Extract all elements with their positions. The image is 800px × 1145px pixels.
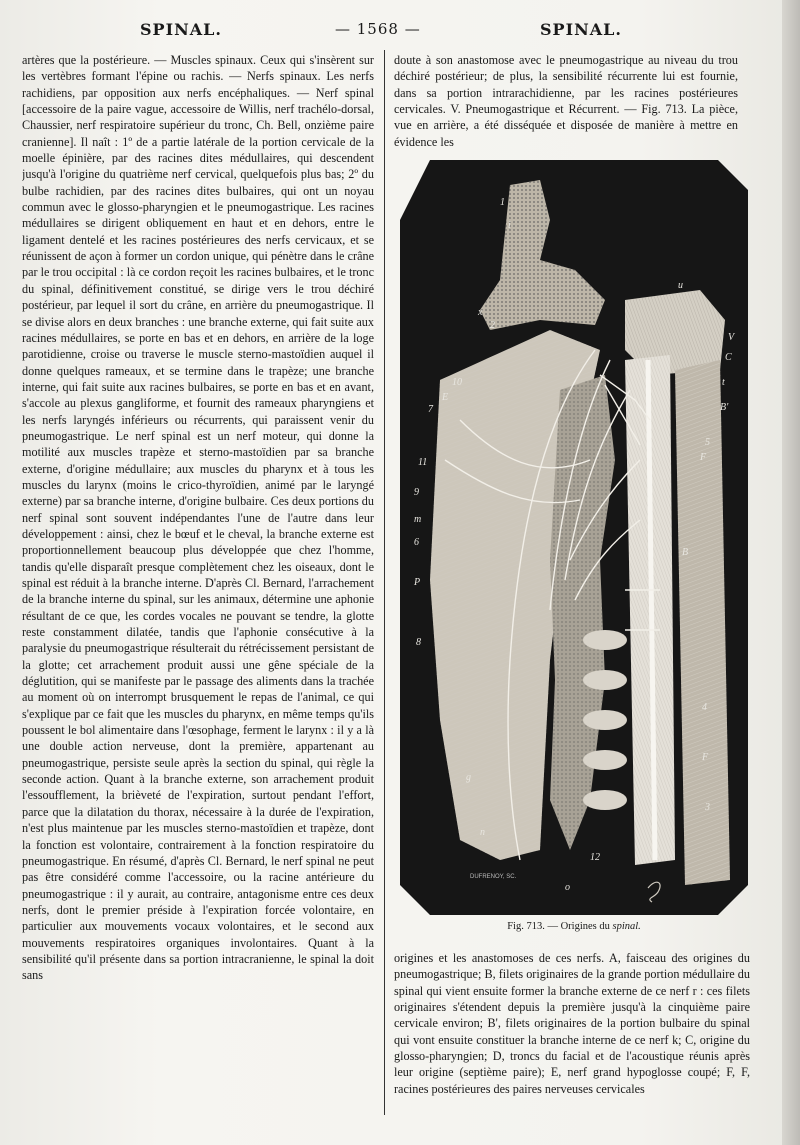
fig-label-right: t	[722, 377, 725, 388]
fig-label-left: 8	[416, 637, 421, 648]
fig-label-left: 2	[490, 320, 495, 331]
left-column-text: artères que la postérieure. — Muscles spinaux. Ceux qui s'insèrent sur les vertèbres formant l'épine ou rachis. — Nerfs spinaux. Les nerfs rachidiens, par opposition aux nerfs encéphaliques. — Nerf spinal [accessoire de la paire vague, accessoire de Willis, nerf trachélo-dorsal, Chaussier, nerf respiratoire supérieur du tronc, Ch. Bell, onzième paire cranienne]. Il naît : 1º de a partie latérale de la portion cervicale de la moelle épinière, par des racines dites médullaires, qui descendent jusqu'à l'origine du quatrième nerf cervical, quelquefois plus bas; 2º du bulbe rachidien, par des racines dites bulbaires, qui ont un noyau commun avec le glosso-pharyngien et le pneumogastrique. Les racines médullaires se dirigent obliquement en haut et en dehors, entre le ligament dentelé et les racines postérieures des nerfs cervicaux, et se réunissent de açon à former un cordon unique, qui pénètre dans le crâne par le trou occipital : là ce cordon reçoit les racines bulbaires, et le tronc du spinal, définitivement constitué, se dirige vers le trou déchiré postérieur, par lequel il sort du crâne, en arrière du pneumogastrique. Il se divise alors en deux branches : une branche externe, qui fait suite aux racines médullaires, se porte en bas et en dehors, en arrière de la loge parotidienne, croise ou traverse le muscle sterno-mastoïdien auquel il donne quelques rameaux, et se termine dans le trapèze; une branche interne, qui fait suite aux racines bulbaires, se porte en bas et en avant, s'accole au plexus gangliforme, et fournit des rameaux pharyngiens et les nerfs laryngés inférieurs ou récurrents, qui paraissent venir du pneumogastrique. Le nerf spinal est un nerf moteur, qui donne la motilité aux muscles trapèze et sterno-mastoïdien par sa branche externe, d'origine médullaire; aux muscles du pharynx et à tous les muscles du larynx (moins le crico-thyroïdien, animé par le laryngé externe) par sa branche interne, d'origine bulbaire. Ces deux portions du nerf spinal sont souvent indépendantes l'une de l'autre dans leur développement : ainsi, chez le bœuf et le cheval, la branche externe est proportionnellement beaucoup plus développée que chez l'homme, tandis qu'elle disparaît presque complètement chez les oiseaux, dont le spinal est réduit à la branche interne. D'après Cl. Bernard, l'arrachement de la branche interne du spinal, sur les animaux, détermine une aphonie résultant de ce que, les cordes vocales ne pouvant se tendre, la glotte reste constamment dilatée, tandis que l'aphonie consécutive à la paralysie du pneumogastrique résulterait du rétrécissement persistant de la glotte; cet arrachement produit aussi une gêne spéciale de la déglutition, qui se manifeste par le passage des aliments dans la trachée au moment où on interrompt brusquement le repas de l'animal, ce qui s'explique par ce fait que les muscles du pharynx, en même temps qu'ils poussent le bol alimentaire dans l'œsophage, ferment le larynx : il y a là une double action nerveuse, dont la première, appartenant au pneumogastrique, persiste seule après la section du spinal, qui règle la seconde action. Quant à la branche externe, son arrachement produit l'essoufflement, la brièveté de l'expiration, surtout pendant l'effort, parce que la dilatation du thorax, nécessaire à la durée de l'expiration, n'est plus maintenue par les muscles sterno-mastoïdien et trapèze, dont la fonction est volontaire, contrairement à la fonction respiratoire du pneumogastrique. En résumé, d'après Cl. Bernard, le nerf spinal ne peut pas être considéré comme l'accessoire, ou la racine antérieure du pneumogastrique : il y aurait, au contraire, antagonisme entre ces deux nerfs, dont le premier préside à l'expiration forcée volontaire, en particulier aux mouvements vocaux volontaires, et le second aux mouvements respiratoires organiques involontaires. Quant à la sensibilité qu'il présente dans sa portion intracranienne, le spinal la doit sans	[22, 53, 374, 983]
fig-label-left: 6	[414, 537, 419, 548]
fig-label-left: g	[466, 772, 471, 783]
right-column-bottom	[394, 950, 750, 1130]
fig-label-right: 12	[590, 852, 600, 863]
fig-label-left: n	[480, 827, 485, 838]
figure-caption-italic: spinal.	[612, 921, 641, 932]
fig-label-right: 3	[705, 802, 710, 813]
figure-caption-prefix: Fig. 713. — Origines du	[507, 921, 613, 932]
fig-label-left: P	[414, 577, 421, 588]
fig-label-left: m	[414, 514, 422, 525]
fig-label-left: 11	[418, 457, 428, 468]
left-column	[22, 52, 374, 1132]
right-column-top	[394, 52, 738, 152]
right-column-bottom-text: origines et les anastomoses de ces nerfs. A, faisceau des origines du pneumogastrique; B, filets originaires de la grande portion médullaire du spinal qui vient ensuite former la branche externe de ce nerf r : ces filets originaires s'étendent depuis la première jusqu'à la cinquième paire cervicale environ; B', filets originaires de la portion bulbaire du spinal qui vont ensuite constituer la branche interne de ce nerf k; C, origine du glosso-pharyngien; D, troncs du facial et de l'acoustique réunis après leur origine (septième paire); E, nerf grand hypoglosse coupé; F, F, racines postérieures des paires nerveuses cervicales	[394, 951, 750, 1096]
fig-label-right: B	[682, 547, 689, 558]
fig-label-right: u	[678, 280, 683, 291]
page-edge	[782, 0, 800, 1145]
fig-label-right: F	[702, 752, 709, 763]
engraver-credit: DUFRENOY, SC.	[470, 874, 517, 880]
fig-label-left: 10	[452, 377, 462, 388]
page-number: — 1568 —	[335, 20, 421, 38]
fig-label-right: C	[725, 352, 732, 363]
anatomical-engraving	[400, 160, 748, 915]
figure-caption	[400, 921, 748, 932]
fig-label-left: E	[442, 392, 449, 403]
fig-label-right: 4	[702, 702, 707, 713]
header-left-title: SPINAL.	[140, 20, 222, 39]
fig-label-right: F	[700, 452, 707, 463]
column-rule	[384, 50, 385, 1115]
fig-label-left: 9	[414, 487, 419, 498]
fig-label-left: 1	[500, 197, 505, 208]
running-header	[0, 14, 790, 44]
fig-label-right: o	[565, 882, 570, 893]
fig-label-right: 5	[705, 437, 710, 448]
fig-label-left: i	[508, 220, 511, 231]
engraving-image	[400, 160, 748, 915]
fig-label-right: V	[728, 332, 735, 343]
right-column-top-text: doute à son anastomose avec le pneumogastrique au niveau du trou déchiré postérieur; de plus, la sensibilité récurrente lui est fournie, dans sa portion intrarachidienne, par les racines postérieures cervicales. V. Pneumogastrique et Récurrent. — Fig. 713. La pièce, vue en arrière, a été disséquée et disposée de manière à mettre en évidence les	[394, 53, 738, 149]
fig-label-left: x	[478, 307, 483, 318]
fig-label-right: B'	[720, 402, 729, 413]
fig-label-left: 7	[428, 404, 433, 415]
header-right-title: SPINAL.	[540, 20, 622, 39]
